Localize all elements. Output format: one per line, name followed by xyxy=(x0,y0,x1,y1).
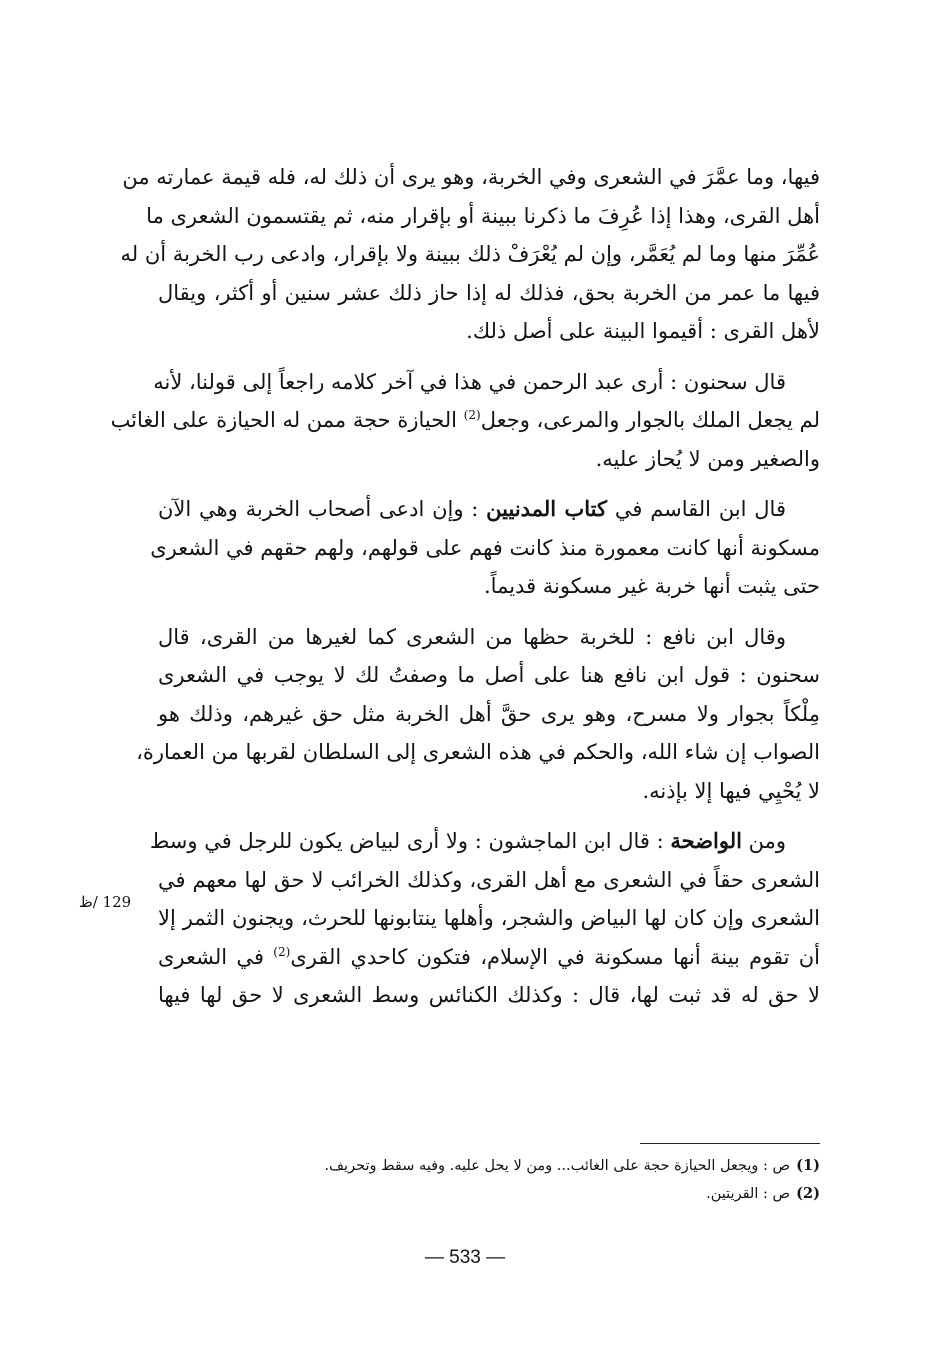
footnote-2 xyxy=(230,1180,820,1208)
text-line: عُمِّرَ منها وما لم يُعَمَّر، وإن لم يُعْرَفْ ذلك ببينة ولا بإقرار، وادعى رب الخربة أن له xyxy=(120,242,820,266)
text-segment: في الشعرى xyxy=(158,944,274,969)
text-segment: لم يجعل الملك بالجوار والمرعى، وجعل xyxy=(480,408,820,432)
text-segment: ومن xyxy=(741,829,786,853)
footnote-reference: (2) xyxy=(273,944,291,959)
paragraph-4 xyxy=(136,618,820,811)
text-segment: أن تقوم بينة أنها مسكونة في الإسلام، فتكون كاحدي القرى xyxy=(290,944,820,969)
text-line: مسكونة أنها كانت معمورة منذ كانت فهم على قولهم، ولهم حقهم في الشعرى xyxy=(150,535,820,560)
body-text xyxy=(110,158,820,1027)
text-line: قال سحنون : أرى عبد الرحمن في هذا في آخر كلامه راجعاً إلى قولنا، لأنه xyxy=(153,369,786,394)
text-line: والصغير ومن لا يُحاز عليه. xyxy=(595,446,820,471)
text-line xyxy=(110,401,820,440)
text-line: الشعرى حقاً في الشعرى مع أهل القرى، وكذلك الخرائب لا حق لها معهم في xyxy=(158,867,820,892)
text-line: فيها، وما عمَّرَ في الشعرى وفي الخربة، وهو يرى أن ذلك له، فله قيمة عمارته من xyxy=(122,165,820,189)
book-title: كتاب المدنيين xyxy=(486,496,608,521)
paragraph-5 xyxy=(149,822,820,1015)
text-line: الشعرى وإن كان لها البياض والشجر، وأهلها ينتابونها للحرث، ويجنون الثمر إلا xyxy=(158,906,820,930)
text-line: حتى يثبت أنها خربة غير مسكونة قديماً. xyxy=(484,574,820,598)
text-line: لا يُحْيِي فيها إلا بإذنه. xyxy=(642,778,820,803)
footnote-number: (2) xyxy=(796,1185,820,1202)
paragraph-1 xyxy=(120,158,820,351)
footnote-number: (1) xyxy=(796,1157,820,1174)
text-segment: قال ابن القاسم في xyxy=(607,497,786,521)
text-segment: الحيازة حجة ممن له الحيازة على الغائب xyxy=(110,408,464,432)
footnotes xyxy=(230,1152,820,1208)
text-line: أهل القرى، وهذا إذا عُرِفَ ما ذكرنا ببينة أو بإقرار منه، ثم يقتسمون الشعرى ما xyxy=(146,203,820,228)
text-line: لأهل القرى : أقيموا البينة على أصل ذلك. xyxy=(466,319,820,343)
page-number: — 533 — xyxy=(424,1247,506,1268)
paragraph-3 xyxy=(150,490,820,606)
text-segment: : وإن ادعى أصحاب الخربة وهي الآن xyxy=(158,497,487,521)
text-line: فيها ما عمر من الخربة بحق، فذلك له إذا حاز ذلك عشر سنين أو أكثر، ويقال xyxy=(158,280,820,305)
text-line: سحنون : قول ابن نافع هنا على أصل ما وصفتُ لك لا يوجب في الشعرى xyxy=(158,663,820,687)
text-line: مِلْكاً بجوار ولا مسرح، وهو يرى حقَّ أهل الخربة مثل حق غيرهم، وذلك هو xyxy=(158,701,820,726)
book-title: الواضحة xyxy=(670,828,742,853)
text-line: لا حق له قد ثبت لها، قال : وكذلك الكنائس وسط الشعرى لا حق لها فيها xyxy=(158,983,820,1007)
text-line xyxy=(158,490,820,529)
text-line: وقال ابن نافع : للخربة حظها من الشعرى كما لغيرها من القرى، قال xyxy=(158,624,786,649)
paragraph-2 xyxy=(110,363,820,479)
text-line: الصواب إن شاء الله، والحكم في هذه الشعرى إلى السلطان لقربها من العمارة، xyxy=(136,740,820,764)
text-line xyxy=(158,938,820,977)
footnote-1 xyxy=(230,1152,820,1180)
footnote-text: ص : القريتين. xyxy=(706,1186,790,1202)
folio-margin-note: 129 /ظ xyxy=(78,893,132,911)
footnote-divider xyxy=(640,1143,820,1144)
footnote-reference: (2) xyxy=(463,408,481,422)
footnote-text: ص : ويجعل الحيازة حجة على الغائب... ومن لا يحل عليه. وفيه سقط وتحريف. xyxy=(324,1158,790,1174)
text-segment: : قال ابن الماجشون : ولا أرى لبياض يكون للرجل في وسط xyxy=(149,829,671,853)
text-line xyxy=(149,822,820,861)
